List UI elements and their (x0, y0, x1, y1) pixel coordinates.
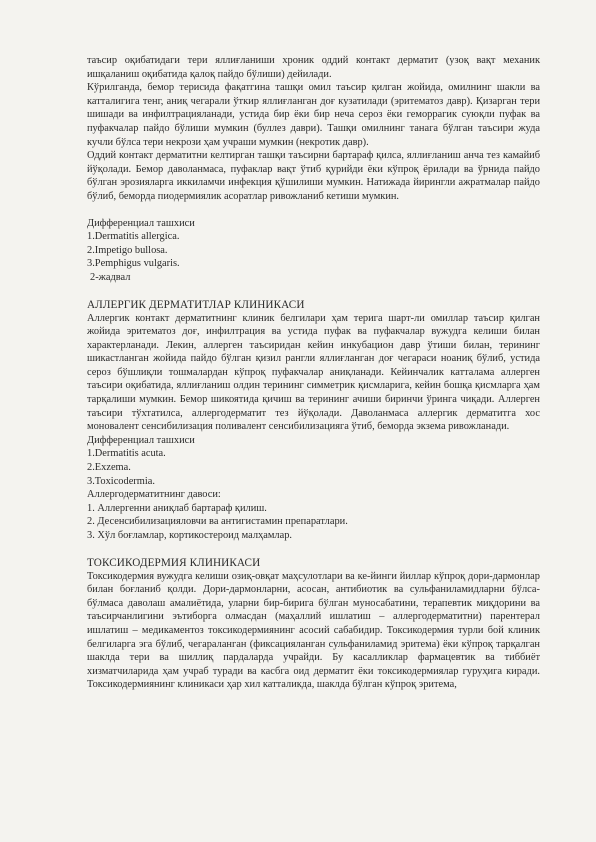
diff-item: 3.Pemphigus vulgaris. (87, 258, 180, 270)
diff-item: 2.Impetigo bullosa. (87, 244, 168, 256)
spacer (87, 543, 540, 556)
treatment-title: Аллергодерматитнинг давоси: (87, 489, 221, 501)
diff-title-2: Дифференциал ташхиси (87, 434, 195, 446)
diff-item: 3.Toxicodermia. (87, 475, 155, 487)
treatment-item: 1. Аллергенни аниқлаб бартараф қилиш. (87, 502, 267, 514)
spacer (87, 204, 540, 217)
spacer (87, 285, 540, 298)
section-heading-allergic: АЛЛЕРГИК ДЕРМАТИТЛАР КЛИНИКАСИ (87, 298, 305, 311)
paragraph-chronic-contact: таъсир оқибатидаги тери яллиғланиши хроник оддий контакт дерматит (узоқ вақт механик ишқаланиш оқибатида қалоқ пайдо бўлиши) дейилади. (87, 55, 540, 80)
paragraph-allergic-clinic: Аллергик контакт дерматитнинг клиник белгилари ҳам терига шарт-ли омиллар таъсир қилган жойида эритематоз доғ, инфилтрация ва устида пуфак ва пуфакчалар вужудга келиши билан характерланади. Лекин, аллерген таъсиридан кейин инкубацион давр ўтиши билан, терининг шикастланган жойида пайдо бўлган қизил рангли яллиғланган доғ чегараси ноаниқ бўлиб, устида сероз бўшлиқли тошмалардан кўпроқ пуфакчалар аниқланади. Кейинчалик катталама аллерген таъсири оқибатида, яллиғланиш олдин терининг симметрик қисмларига, кейин бошқа қисмларга ҳам тарқалиши мумкин. Бемор шикоятида қичиш ва терининг ачиши биринчи ўринга чиқади. Аллерген таъсири тўхтатилса, аллергодерматит тез йўқолади. Даволанмаса аллергик дерматитга хос моновалент сенсибилизация поливалент сенсибилизацияга ўтиб, беморда экзема ривожланади. (87, 312, 540, 433)
paragraph-toxicoderma: Токсикодермия вужудга келиши озиқ-овқат маҳсулотлари ва ке-йинги йиллар кўпроқ дори-дармонлар билан боғланиб қолди. Дори-дармонларни, асосан, антибиотик ва сульфаниламидларни бўлса-бўлмаса даволаш амалиётида, уларни бир-бирига бўлган муносабатини, терапевтик миқдорини ва таъсирчанлигини эътиборга олмасдан (маҳаллий ишлатиш – аллергодерматитни) парентерал ишлатиш – медикаментоз токсикодермиянинг асосий сабабидир. Токсикодермия турли бой клиник белгиларга эга бўлиб, чегараланган (фиксацияланган сульфаниламид эритема) ёки кўпроқ тарқалган шаклда тери ва шиллиқ пардаларда учрайди. Бу касалликлар фармацевтик ва тиббиёт хизматчиларида ҳам учраб туради ва касбга оид дерматит ёки токсикодермиялар гуруҳига киради. Токсикодермиянинг клиникаси ҳар хил катталикда, шаклда бўлган кўпроқ эритема, (87, 570, 540, 691)
table-reference: 2-жадвал (90, 271, 131, 283)
treatment-item: 3. Хўл боғламлар, кортикостероид малҳамлар. (87, 530, 292, 541)
treatment-item: 2. Десенсибилизацияловчи ва антигистамин препаратлари. (87, 516, 348, 528)
diff-item: 2.Exzema. (87, 462, 131, 474)
diff-item: 1.Dermatitis allergica. (87, 231, 180, 243)
paragraph-examination: Кўрилганда, бемор терисида фақатгина ташқи омил таъсир қилган жойида, омилнинг шакли ва катталигига тенг, аниқ чегарали ўткир яллиғланган доғ кузатилади (эритематоз давр). Қизарган тери шишади ва инфилтрацияланади, устида бир ёки бир неча сероз ёки геморрагик суюқли пуфак ва пуфакчалар пайдо бўлиши мумкин (буллез даври). Ташқи омилнинг танага бўлган таъсири жуда кучли бўлса тери некрози ҳам учраши мумкин (некротик давр). (87, 82, 540, 148)
paragraph-treatment-outcome: Оддий контакт дерматитни келтирган ташқи таъсирни бартараф қилса, яллиғланиш анча тез камайиб йўқолади. Бемор даволанмаса, пуфаклар вақт ўтиб қурийди ёки кўпроқ ёрилади ва ўрнида пайдо бўлган эрозияларга иккиламчи инфекция қўшилиши мумкин. Натижада йирингли ажратмалар пайдо бўлиб, беморда пиодермиялик асоратлар ривожланиб кетиши мумкин. (87, 150, 540, 202)
diff-title-1: Дифференциал ташхиси (87, 217, 195, 229)
section-heading-toxicoderma: ТОКСИКОДЕРМИЯ КЛИНИКАСИ (87, 556, 261, 569)
diff-item: 1.Dermatitis acuta. (87, 448, 166, 460)
